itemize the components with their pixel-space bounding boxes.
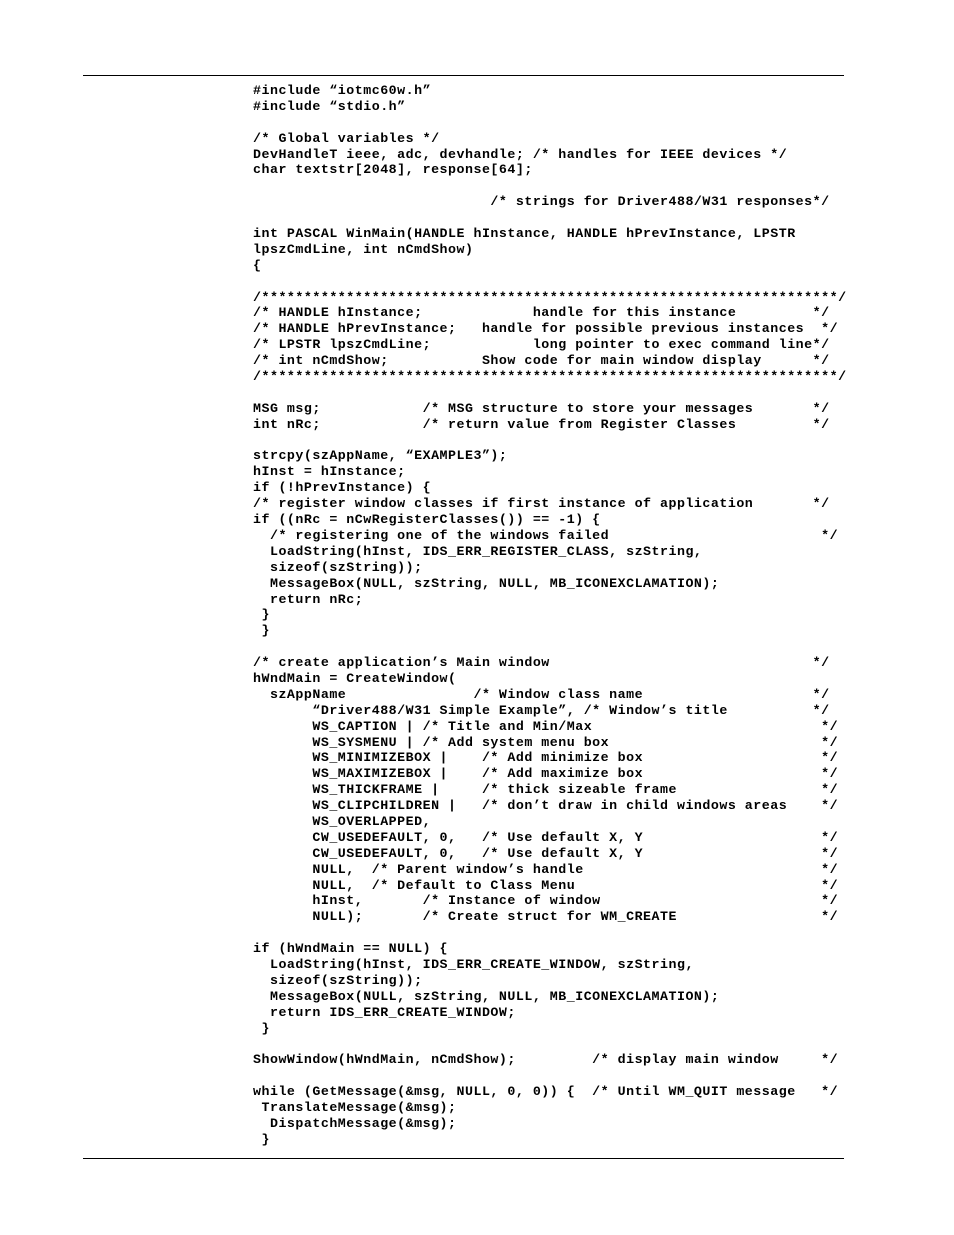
code-line [253, 1036, 844, 1052]
code-line: #include “iotmc60w.h” [253, 83, 432, 98]
code-line: /********************************************************************/ [253, 369, 847, 385]
code-line: int nRc; /* return value from Register Classes */ [253, 416, 830, 432]
code-line: DispatchMessage(&msg); [253, 1115, 457, 1131]
code-line: LoadString(hInst, IDS_ERR_REGISTER_CLASS, szString, [253, 543, 703, 559]
code-line: } [253, 623, 270, 639]
code-line [253, 1068, 844, 1084]
code-line: hInst, /* Instance of window */ [253, 893, 839, 909]
code-line: WS_SYSMENU | /* Add system menu box */ [253, 734, 839, 750]
code-line: CW_USEDEFAULT, 0, /* Use default X, Y */ [253, 845, 839, 861]
code-line: /* create application’s Main window */ [253, 655, 830, 671]
code-line [253, 639, 844, 655]
code-line: return nRc; [253, 591, 364, 607]
code-line: WS_CLIPCHILDREN | /* don’t draw in child windows areas */ [253, 798, 839, 814]
code-line: if (!hPrevInstance) { [253, 480, 432, 496]
code-line: if ((nRc = nCwRegisterClasses()) == -1) { [253, 512, 601, 528]
code-line: ShowWindow(hWndMain, nCmdShow); /* display main window */ [253, 1052, 839, 1068]
code-line: } [253, 607, 270, 623]
code-line [253, 925, 844, 941]
code-line: sizeof(szString)); [253, 972, 423, 988]
code-line: } [253, 1131, 270, 1147]
code-line [253, 115, 844, 131]
code-line: while (GetMessage(&msg, NULL, 0, 0)) { /* Until WM_QUIT message */ [253, 1084, 839, 1100]
code-line: WS_OVERLAPPED, [253, 813, 432, 829]
code-line: /* HANDLE hPrevInstance; handle for possible previous instances */ [253, 321, 839, 337]
code-line: MessageBox(NULL, szString, NULL, MB_ICONEXCLAMATION); [253, 988, 720, 1004]
code-line: char textstr[2048], response[64]; [253, 162, 533, 178]
code-line: if (hWndMain == NULL) { [253, 941, 449, 957]
code-line: int PASCAL WinMain(HANDLE hInstance, HANDLE hPrevInstance, LPSTR [253, 226, 796, 242]
code-line: sizeof(szString)); [253, 559, 423, 575]
code-line [253, 274, 844, 290]
code-line: /* register window classes if first instance of application */ [253, 496, 830, 512]
code-line [253, 178, 844, 194]
code-line: MessageBox(NULL, szString, NULL, MB_ICONEXCLAMATION); [253, 575, 720, 591]
code-line: /* HANDLE hInstance; handle for this instance */ [253, 305, 830, 321]
code-line: MSG msg; /* MSG structure to store your messages */ [253, 400, 830, 416]
code-line: NULL, /* Parent window’s handle */ [253, 861, 839, 877]
code-line: return IDS_ERR_CREATE_WINDOW; [253, 1004, 516, 1020]
code-line: NULL, /* Default to Class Menu */ [253, 877, 839, 893]
code-line: /* int nCmdShow; Show code for main window display */ [253, 353, 830, 369]
code-line [253, 385, 844, 401]
code-line: WS_MAXIMIZEBOX | /* Add maximize box */ [253, 766, 839, 782]
code-line: CW_USEDEFAULT, 0, /* Use default X, Y */ [253, 829, 839, 845]
code-line: lpszCmdLine, int nCmdShow) [253, 241, 474, 257]
code-line: } [253, 1020, 270, 1036]
code-line: /* strings for Driver488/W31 responses*/ [253, 194, 830, 210]
code-line: NULL); /* Create struct for WM_CREATE */ [253, 909, 839, 925]
code-line: #include “stdio.h” [253, 98, 406, 114]
code-line: /* LPSTR lpszCmdLine; long pointer to exec command line*/ [253, 337, 830, 353]
code-line: hWndMain = CreateWindow( [253, 670, 457, 686]
code-line: WS_THICKFRAME | /* thick sizeable frame */ [253, 782, 839, 798]
code-line: { [253, 257, 262, 273]
code-line: hInst = hInstance; [253, 464, 406, 480]
code-line [253, 210, 844, 226]
code-line: WS_MINIMIZEBOX | /* Add minimize box */ [253, 750, 839, 766]
top-rule [83, 75, 844, 76]
code-line: /* Global variables */ [253, 130, 440, 146]
code-line: DevHandleT ieee, adc, devhandle; /* handles for IEEE devices */ [253, 146, 788, 162]
code-listing [253, 83, 847, 1148]
code-line: LoadString(hInst, IDS_ERR_CREATE_WINDOW, szString, [253, 956, 694, 972]
code-line: WS_CAPTION | /* Title and Min/Max */ [253, 718, 839, 734]
code-line: /* registering one of the windows failed */ [253, 527, 839, 543]
code-line: szAppName /* Window class name */ [253, 686, 830, 702]
code-line: strcpy(szAppName, “EXAMPLE3”); [253, 448, 508, 464]
code-line [253, 433, 844, 449]
bottom-rule [83, 1158, 844, 1159]
code-line: /********************************************************************/ [253, 289, 847, 305]
code-line: “Driver488/W31 Simple Example”, /* Window’s title */ [253, 702, 830, 718]
code-line: TranslateMessage(&msg); [253, 1100, 457, 1115]
